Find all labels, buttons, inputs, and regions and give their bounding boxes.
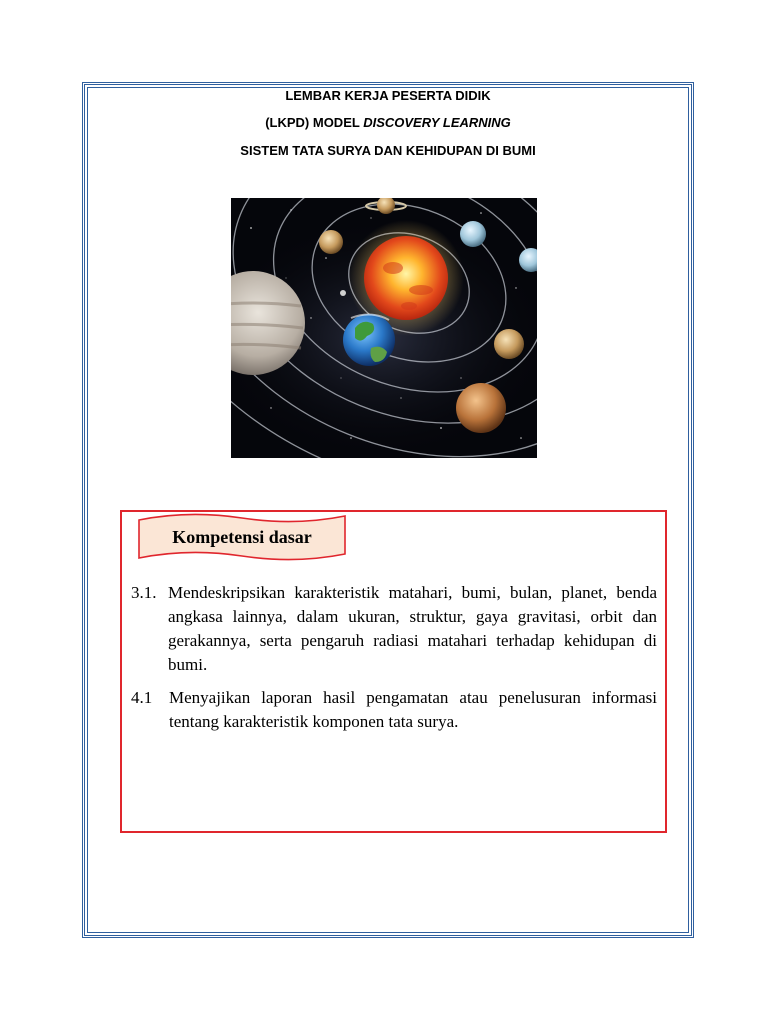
solar-system-illustration — [231, 198, 537, 458]
kd-item-text: Menyajikan laporan hasil pengamatan atau penelusuran informasi tentang karakteristik komponen tata surya. — [169, 688, 657, 731]
header-line-1 — [82, 88, 694, 104]
kompetensi-dasar-tab — [137, 512, 347, 562]
header-topic: SISTEM TATA SURYA DAN KEHIDUPAN DI BUMI — [240, 143, 536, 158]
kd-item-4-1 — [131, 686, 657, 734]
header-line-2 — [82, 115, 694, 131]
header-title: LEMBAR KERJA PESERTA DIDIK — [285, 88, 491, 103]
solar-system-image — [231, 198, 537, 458]
kd-item-number: 4.1 — [131, 688, 153, 707]
header-model-name: DISCOVERY LEARNING — [363, 115, 511, 130]
kd-item-number: 3.1. — [131, 583, 157, 602]
header-line-3 — [82, 143, 694, 159]
kompetensi-dasar-title: Kompetensi dasar — [172, 527, 312, 547]
kd-item-3-1 — [131, 581, 657, 677]
header-model-label: (LKPD) MODEL — [265, 115, 364, 130]
kd-item-text: Mendeskripsikan karakteristik matahari, bumi, bulan, planet, benda angkasa lainnya, dalam ukuran, struktur, gaya gravitasi, orbit dan gerakannya, serta pengaruh radiasi matahari terhadap kehidupan di bumi. — [168, 583, 657, 674]
